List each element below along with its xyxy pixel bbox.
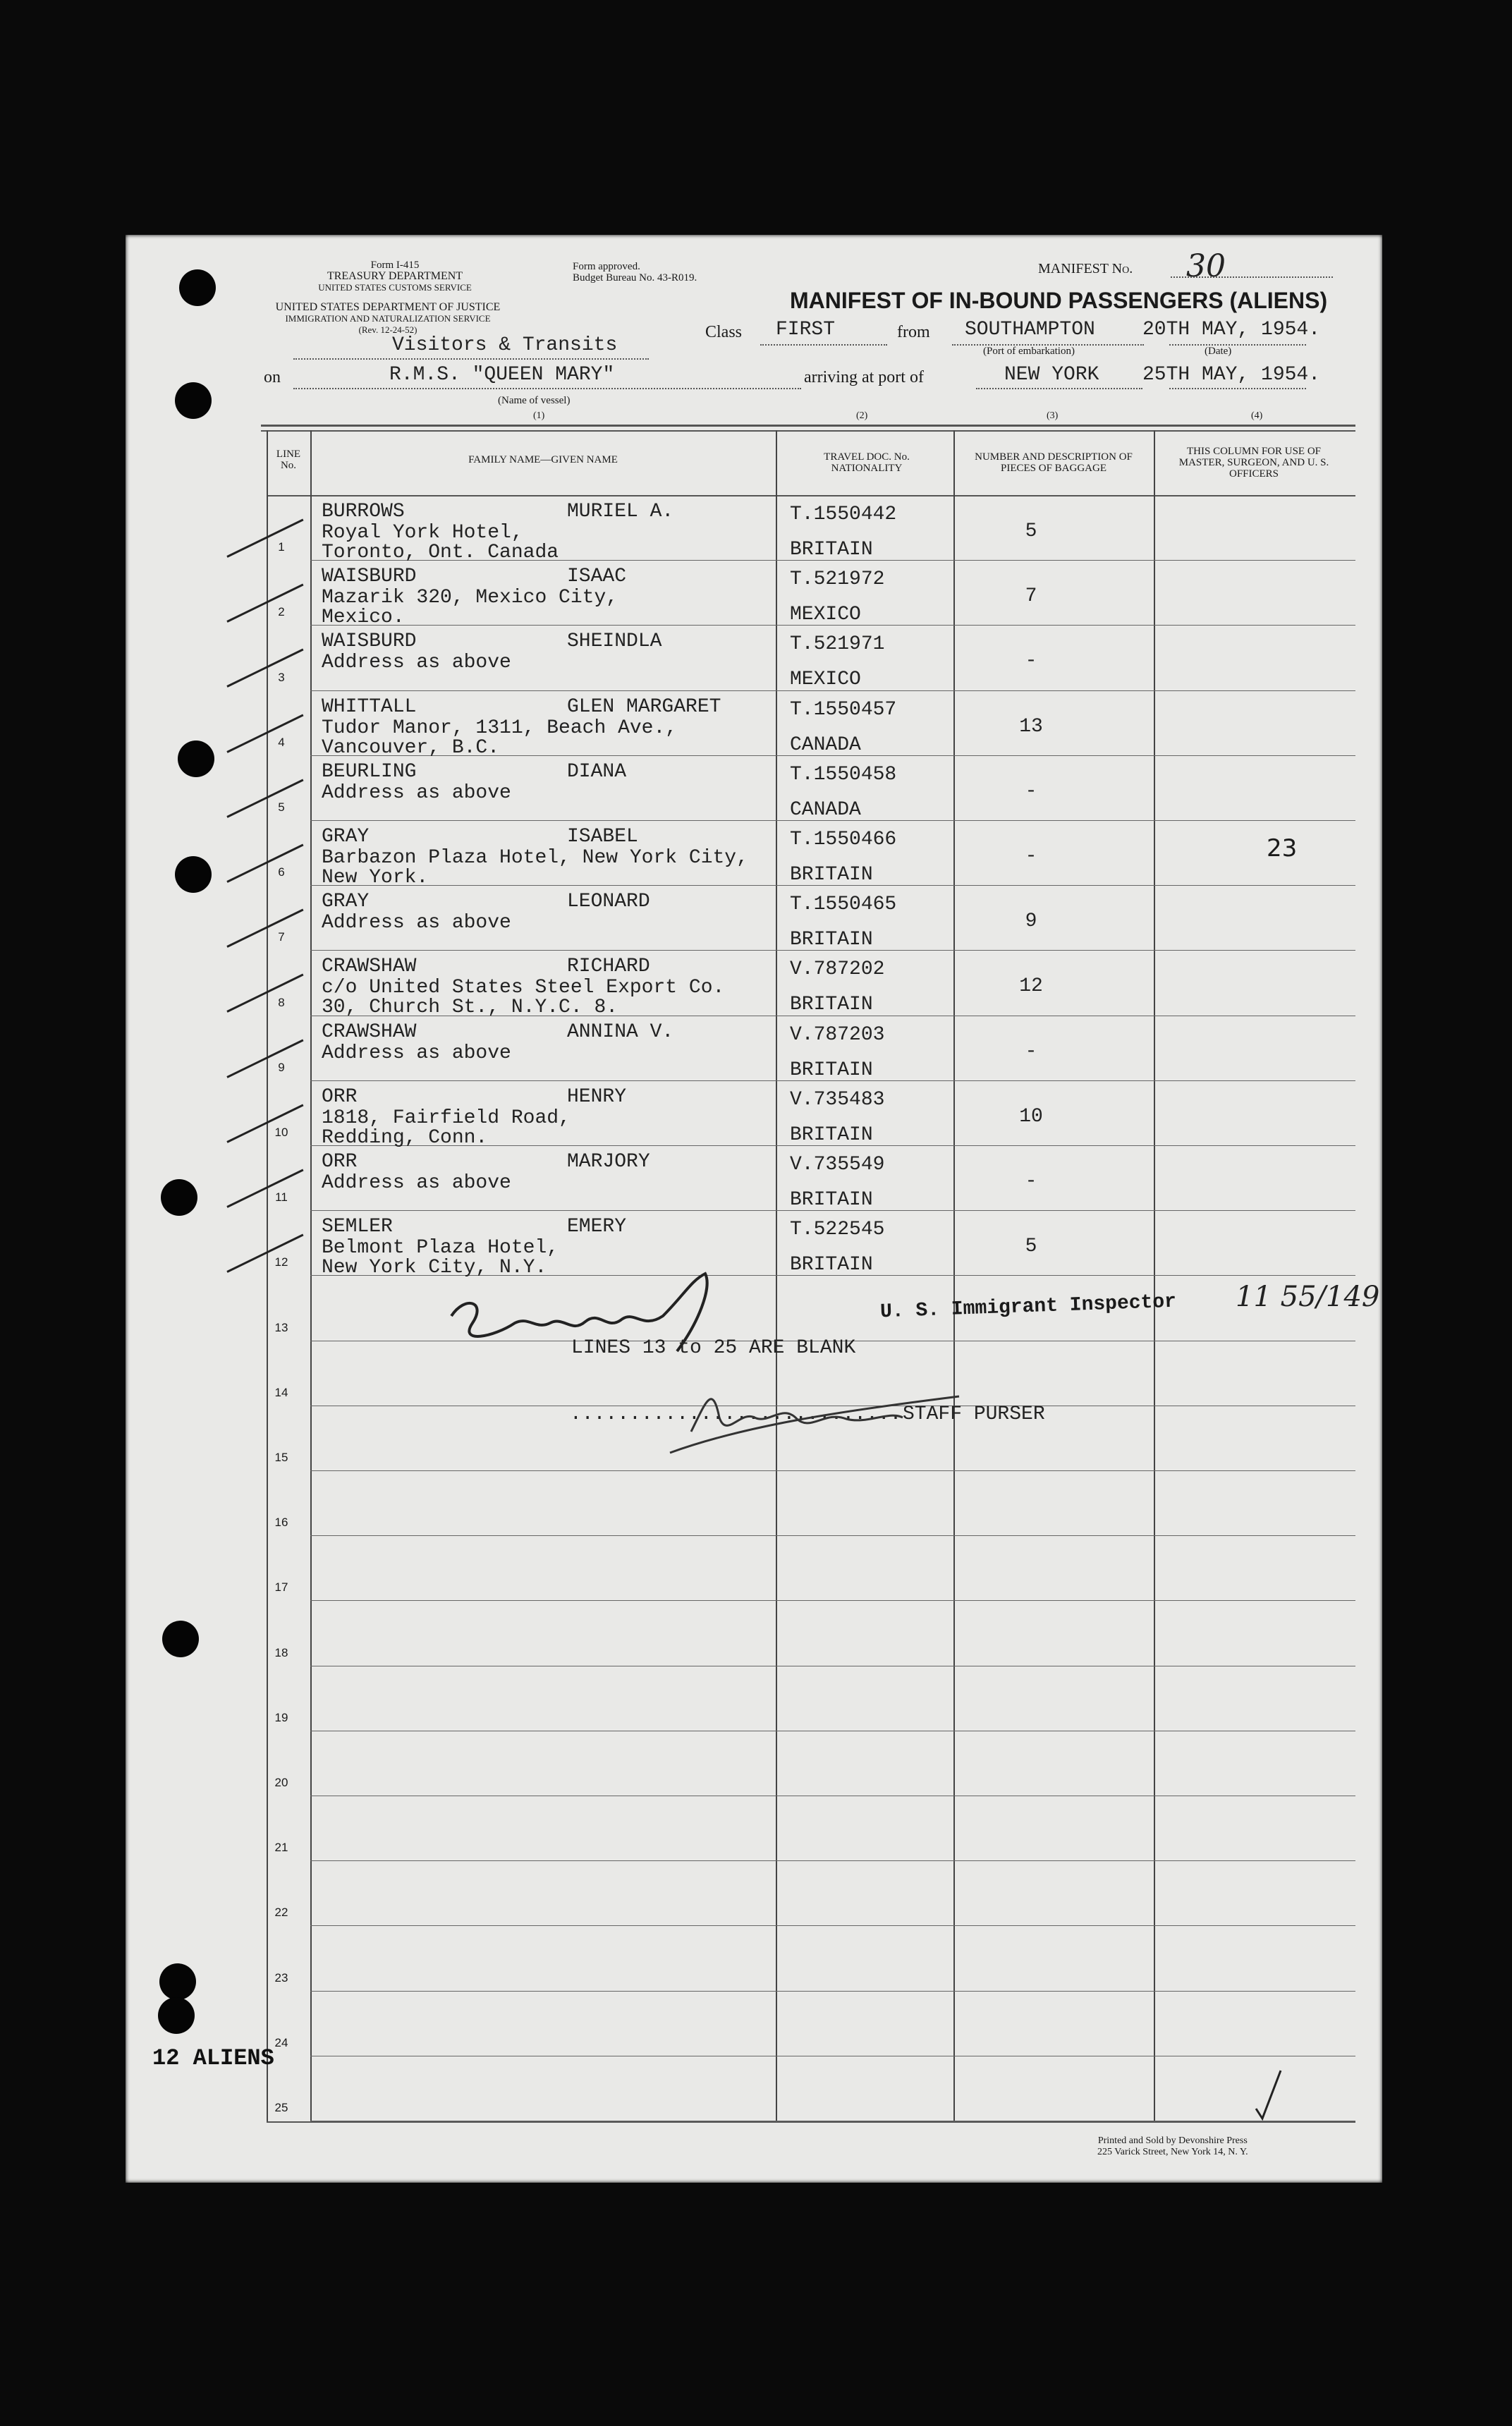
nationality: CANADA — [790, 733, 861, 756]
vessel-caption: (Name of vessel) — [498, 395, 571, 406]
line-number: 6 — [278, 865, 285, 879]
line-number: 2 — [278, 605, 285, 619]
address-line: Mazarik 320, Mexico City, — [322, 587, 618, 609]
baggage-count: 7 — [1025, 585, 1037, 608]
given-name: EMERY — [567, 1216, 627, 1238]
line-number: 10 — [274, 1126, 288, 1139]
row-divider — [310, 1991, 1355, 1992]
line-number: 7 — [278, 930, 285, 944]
family-name: BURROWS — [322, 501, 405, 523]
inspector-mark: 11 55/149 — [1236, 1281, 1380, 1313]
address-line: Toronto, Ont. Canada — [322, 542, 559, 563]
purser-signature — [663, 1368, 973, 1460]
baggage-count: 5 — [1025, 1236, 1037, 1258]
department-line: UNITED STATES DEPARTMENT OF JUSTICE — [275, 301, 501, 313]
travel-doc-header: TRAVEL DOC. No. NATIONALITY — [824, 451, 910, 474]
travel-doc-number: T.1550457 — [790, 698, 897, 721]
baggage-count: - — [1025, 846, 1037, 867]
printer-address: 225 Varick Street, New York 14, N. Y. — [1097, 2147, 1248, 2157]
manifest-title: MANIFEST OF IN-BOUND PASSENGERS (ALIENS) — [790, 288, 1328, 313]
given-name: MARJORY — [567, 1151, 650, 1173]
travel-doc-number: T.521972 — [790, 568, 885, 591]
given-name: HENRY — [567, 1085, 627, 1108]
binder-hole — [175, 856, 212, 893]
address-line: Royal York Hotel, — [322, 522, 523, 544]
column-number: (4) — [1251, 410, 1263, 421]
nationality: MEXICO — [790, 604, 861, 626]
nationality: MEXICO — [790, 669, 861, 691]
class-value: FIRST — [776, 319, 836, 341]
officer-note: 23 — [1267, 834, 1298, 862]
visitors-transits: Visitors & Transits — [392, 334, 618, 356]
baggage-count: - — [1025, 1171, 1037, 1193]
travel-doc-number: T.522545 — [790, 1219, 885, 1241]
column-number: (1) — [533, 410, 545, 421]
travel-doc-number: T.1550465 — [790, 894, 897, 916]
family-name: GRAY — [322, 826, 370, 848]
baggage-count: 12 — [1019, 975, 1043, 998]
line-number: 25 — [274, 2101, 288, 2114]
nationality: BRITAIN — [790, 1254, 873, 1276]
nationality: BRITAIN — [790, 864, 873, 886]
address-line: Tudor Manor, 1311, Beach Ave., — [322, 717, 678, 739]
line-number: 1 — [278, 540, 285, 554]
line-number: 14 — [274, 1385, 288, 1399]
address-line: Mexico. — [322, 606, 405, 629]
line-number: 9 — [278, 1060, 285, 1074]
family-name: SEMLER — [322, 1216, 393, 1238]
manifest-number: 30 — [1186, 248, 1226, 284]
line-number: 20 — [274, 1776, 288, 1789]
immigrant-inspector-stamp: U. S. Immigrant Inspector — [879, 1291, 1177, 1324]
binder-hole — [179, 269, 216, 306]
row-divider — [310, 1860, 1355, 1861]
travel-doc-number: T.521971 — [790, 633, 885, 656]
address-line: Address as above — [322, 652, 511, 674]
line-number: 8 — [278, 995, 285, 1009]
baggage-count: 13 — [1019, 715, 1043, 738]
nationality: BRITAIN — [790, 1059, 873, 1081]
arrival-port: NEW YORK — [1004, 364, 1099, 386]
binder-hole — [158, 1997, 195, 2034]
service-line: IMMIGRATION AND NATURALIZATION SERVICE — [285, 313, 491, 324]
address-line: New York City, N.Y. — [322, 1257, 547, 1279]
given-name: RICHARD — [567, 956, 650, 978]
line-number: 15 — [274, 1451, 288, 1464]
inspector-signature — [437, 1267, 733, 1358]
binder-hole — [161, 1179, 197, 1216]
baggage-count: - — [1025, 650, 1037, 673]
family-name: WHITTALL — [322, 695, 417, 718]
row-divider — [310, 1470, 1355, 1471]
manifest-page — [126, 235, 1382, 2183]
line-number: 4 — [278, 735, 285, 749]
officers-header: THIS COLUMN FOR USE OF MASTER, SURGEON, AND U. S. OFFICERS — [1178, 446, 1329, 480]
address-line: 30, Church St., N.Y.C. 8. — [322, 996, 618, 1019]
baggage-header: NUMBER AND DESCRIPTION OF PIECES OF BAGGAGE — [975, 451, 1133, 474]
agency-subline: UNITED STATES CUSTOMS SERVICE — [318, 282, 472, 293]
printer-line: Printed and Sold by Devonshire Press — [1097, 2135, 1248, 2146]
family-name: CRAWSHAW — [322, 956, 417, 978]
address-line: Address as above — [322, 912, 511, 934]
travel-doc-number: V.787203 — [790, 1023, 885, 1046]
manifest-number-label: MANIFEST No. — [1038, 261, 1133, 276]
arriving-label: arriving at port of — [804, 368, 924, 386]
name-header: FAMILY NAME—GIVEN NAME — [468, 454, 618, 465]
line-number: 3 — [278, 670, 285, 684]
line-number: 23 — [274, 1970, 288, 1985]
nationality: BRITAIN — [790, 539, 873, 561]
line-number: 13 — [274, 1320, 288, 1334]
given-name: SHEINDLA — [567, 630, 662, 653]
row-divider — [310, 1600, 1355, 1601]
nationality: CANADA — [790, 798, 861, 821]
family-name: GRAY — [322, 891, 370, 913]
family-name: BEURLING — [322, 760, 417, 783]
blank-lines-note: LINES 13 to 25 ARE BLANK — [571, 1337, 856, 1359]
approval-line: Form approved. — [573, 261, 640, 272]
baggage-count: - — [1025, 1040, 1037, 1063]
binder-hole — [178, 740, 214, 777]
line-number: 16 — [274, 1516, 288, 1530]
given-name: ISAAC — [567, 566, 627, 588]
binder-hole — [162, 1621, 199, 1657]
binder-hole — [159, 1963, 196, 2000]
given-name: LEONARD — [567, 891, 650, 913]
checkmark — [1252, 2066, 1288, 2123]
address-line: Address as above — [322, 1172, 511, 1194]
vessel-name: R.M.S. "QUEEN MARY" — [389, 364, 615, 386]
line-number-header: LINE No. — [276, 449, 301, 471]
family-name: WAISBURD — [322, 630, 417, 653]
nationality: BRITAIN — [790, 1189, 873, 1211]
given-name: DIANA — [567, 760, 627, 783]
printer-imprint — [1097, 2135, 1248, 2158]
travel-doc-number: T.1550458 — [790, 763, 897, 786]
row-divider — [310, 1925, 1355, 1926]
line-number: 21 — [274, 1841, 288, 1855]
staff-purser-label: STAFF PURSER — [903, 1403, 1045, 1425]
purser-dots: ............................ — [570, 1403, 902, 1425]
travel-doc-number: T.1550466 — [790, 829, 897, 851]
row-divider — [310, 1535, 1355, 1536]
baggage-count: - — [1025, 780, 1037, 803]
from-label: from — [897, 323, 930, 341]
family-name: ORR — [322, 1151, 358, 1173]
travel-doc-number: V.787202 — [790, 958, 885, 981]
address-line: Address as above — [322, 1042, 511, 1064]
address-line: New York. — [322, 867, 429, 889]
address-line: Address as above — [322, 781, 511, 804]
given-name: ISABEL — [567, 826, 638, 848]
given-name: MURIEL A. — [567, 501, 674, 523]
departure-date: 20TH MAY, 1954. — [1142, 319, 1321, 341]
family-name: ORR — [322, 1085, 358, 1108]
agency-line: TREASURY DEPARTMENT — [327, 270, 463, 282]
family-name: CRAWSHAW — [322, 1020, 417, 1043]
baggage-count: 10 — [1019, 1105, 1043, 1128]
line-number: 22 — [274, 1906, 288, 1920]
port-caption: (Port of embarkation) — [983, 346, 1075, 357]
column-number: (2) — [856, 410, 868, 421]
line-number: 11 — [275, 1190, 288, 1205]
arrival-date: 25TH MAY, 1954. — [1142, 364, 1321, 386]
family-name: WAISBURD — [322, 566, 417, 588]
on-label: on — [264, 368, 281, 386]
port-of-embarkation: SOUTHAMPTON — [965, 319, 1095, 341]
line-number: 18 — [274, 1645, 288, 1659]
address-line: 1818, Fairfield Road, — [322, 1107, 571, 1129]
address-line: Redding, Conn. — [322, 1126, 488, 1149]
class-label: Class — [705, 323, 743, 341]
date-caption: (Date) — [1205, 346, 1232, 357]
line-number: 12 — [274, 1255, 288, 1269]
address-line: c/o United States Steel Export Co. — [322, 977, 725, 999]
line-number: 19 — [274, 1710, 288, 1724]
binder-hole — [175, 382, 212, 419]
line-number: 17 — [274, 1580, 288, 1595]
address-line: Barbazon Plaza Hotel, New York City, — [322, 847, 748, 869]
nationality: BRITAIN — [790, 1123, 873, 1146]
given-name: GLEN MARGARET — [567, 695, 721, 718]
address-line: Belmont Plaza Hotel, — [322, 1237, 559, 1260]
line-number: 24 — [274, 2035, 288, 2049]
revision-line: (Rev. 12-24-52) — [358, 324, 417, 335]
travel-doc-number: T.1550442 — [790, 504, 897, 525]
aliens-count: 12 ALIENS — [152, 2045, 274, 2071]
nationality: BRITAIN — [790, 994, 873, 1016]
form-number: Form I-415 — [370, 260, 420, 271]
line-number: 5 — [278, 800, 285, 814]
given-name: ANNINA V. — [567, 1020, 674, 1043]
nationality: BRITAIN — [790, 929, 873, 951]
address-line: Vancouver, B.C. — [322, 736, 500, 759]
baggage-count: 5 — [1025, 520, 1037, 542]
column-number: (3) — [1047, 410, 1059, 421]
budget-bureau-line: Budget Bureau No. 43-R019. — [573, 272, 697, 284]
travel-doc-number: V.735483 — [790, 1088, 885, 1111]
baggage-count: 9 — [1025, 910, 1037, 933]
travel-doc-number: V.735549 — [790, 1154, 885, 1176]
